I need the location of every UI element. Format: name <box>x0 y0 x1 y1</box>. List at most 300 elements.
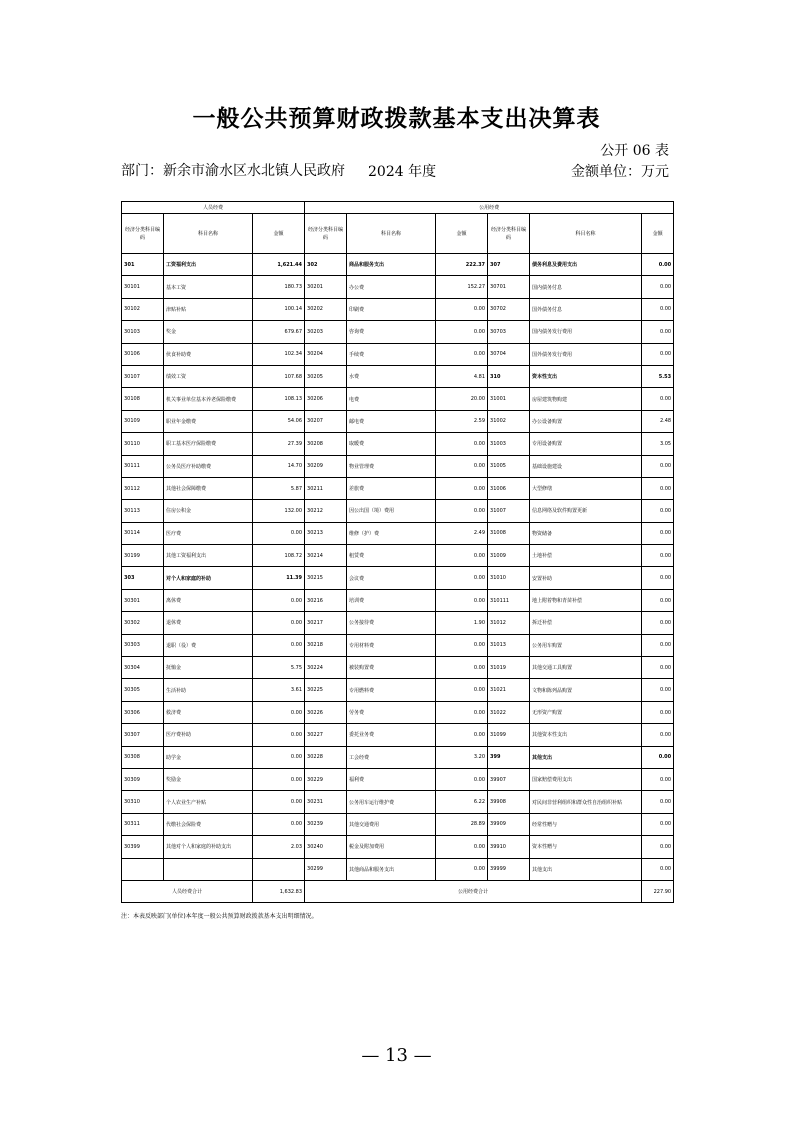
cell-code: 30109 <box>122 410 164 432</box>
cell-name: 办公设备购置 <box>530 410 642 432</box>
table-body <box>122 254 674 881</box>
cell-name: 公务用车运行维护费 <box>347 791 436 813</box>
cell-code: 31005 <box>488 455 530 477</box>
cell-amount: 0.00 <box>642 746 674 768</box>
cell-name: 国内债务付息 <box>530 276 642 298</box>
cell-amount: 0.00 <box>253 813 305 835</box>
cell-amount: 107.68 <box>253 365 305 387</box>
cell-code: 30203 <box>305 321 347 343</box>
cell-name: 其他工资福利支出 <box>164 545 253 567</box>
cell-name: 取暖费 <box>347 433 436 455</box>
amount-unit-label: 金额单位：万元 <box>571 164 669 180</box>
cell-amount: 0.00 <box>642 657 674 679</box>
cell-name: 被装购置费 <box>347 657 436 679</box>
cell-name: 职工基本医疗保险缴费 <box>164 433 253 455</box>
cell-amount: 0.00 <box>642 724 674 746</box>
cell-code: 31007 <box>488 500 530 522</box>
cell-name: 其他交通费用 <box>347 813 436 835</box>
cell-amount: 0.00 <box>253 589 305 611</box>
table-row <box>122 701 674 723</box>
cell-amount: 0.00 <box>436 634 488 656</box>
cell-code: 31006 <box>488 477 530 499</box>
cell-code: 31003 <box>488 433 530 455</box>
cell-name: 土地补偿 <box>530 545 642 567</box>
cell-code: 30306 <box>122 701 164 723</box>
cell-amount: 0.00 <box>436 477 488 499</box>
col-header-amount: 金额 <box>253 214 305 254</box>
cell-name: 奖励金 <box>164 768 253 790</box>
table-row <box>122 477 674 499</box>
cell-name: 劳务费 <box>347 701 436 723</box>
cell-amount: 0.00 <box>253 522 305 544</box>
cell-amount: 0.00 <box>436 657 488 679</box>
col-header-name: 科目名称 <box>347 214 436 254</box>
cell-code: 30307 <box>122 724 164 746</box>
col-header-amount: 金额 <box>642 214 674 254</box>
cell-code: 30212 <box>305 500 347 522</box>
cell-amount: 0.00 <box>436 455 488 477</box>
cell-code: 30227 <box>305 724 347 746</box>
cell-amount: 0.00 <box>436 836 488 858</box>
cell-amount: 1,621.44 <box>253 254 305 276</box>
table-row <box>122 791 674 813</box>
cell-name: 医疗费 <box>164 522 253 544</box>
cell-name: 职业年金缴费 <box>164 410 253 432</box>
cell-code: 301 <box>122 254 164 276</box>
table-row <box>122 858 674 880</box>
cell-name: 安置补助 <box>530 567 642 589</box>
cell-code: 30305 <box>122 679 164 701</box>
table-row <box>122 612 674 634</box>
cell-amount: 0.00 <box>436 343 488 365</box>
cell-code: 30205 <box>305 365 347 387</box>
cell-name: 物资储备 <box>530 522 642 544</box>
cell-code: 30102 <box>122 298 164 320</box>
cell-amount: 0.00 <box>436 858 488 880</box>
cell-name: 专用设备购置 <box>530 433 642 455</box>
cell-amount: 0.00 <box>436 321 488 343</box>
table-row <box>122 276 674 298</box>
cell-amount: 108.72 <box>253 545 305 567</box>
cell-name: 机关事业单位基本养老保险缴费 <box>164 388 253 410</box>
cell-code: 39908 <box>488 791 530 813</box>
cell-amount: 4.81 <box>436 365 488 387</box>
cell-name: 其他支出 <box>530 858 642 880</box>
cell-code: 30240 <box>305 836 347 858</box>
cell-name: 债务利息及费用支出 <box>530 254 642 276</box>
cell-name: 邮电费 <box>347 410 436 432</box>
cell-name: 培训费 <box>347 589 436 611</box>
cell-amount: 14.70 <box>253 455 305 477</box>
cell-code: 31010 <box>488 567 530 589</box>
cell-amount: 0.00 <box>436 679 488 701</box>
cell-amount: 1.90 <box>436 612 488 634</box>
cell-amount: 0.00 <box>253 612 305 634</box>
cell-code: 30310 <box>122 791 164 813</box>
cell-name: 生活补助 <box>164 679 253 701</box>
cell-name: 公务接待费 <box>347 612 436 634</box>
cell-code: 30204 <box>305 343 347 365</box>
cell-name: 专用燃料费 <box>347 679 436 701</box>
cell-name: 信息网络及软件购置更新 <box>530 500 642 522</box>
cell-amount: 0.00 <box>642 813 674 835</box>
cell-code: 30216 <box>305 589 347 611</box>
cell-amount: 0.00 <box>436 701 488 723</box>
cell-name: 专用材料费 <box>347 634 436 656</box>
cell-name: 商品和服务支出 <box>347 254 436 276</box>
cell-amount: 0.00 <box>253 768 305 790</box>
cell-amount: 152.27 <box>436 276 488 298</box>
cell-name: 维修（护）费 <box>347 522 436 544</box>
cell-name: 助学金 <box>164 746 253 768</box>
table-row <box>122 254 674 276</box>
cell-code: 30704 <box>488 343 530 365</box>
cell-name: 工会经费 <box>347 746 436 768</box>
cell-name: 资本性赠与 <box>530 836 642 858</box>
cell-amount: 0.00 <box>642 634 674 656</box>
cell-code: 30209 <box>305 455 347 477</box>
cell-name: 救济费 <box>164 701 253 723</box>
cell-code: 30211 <box>305 477 347 499</box>
col-header-name: 科目名称 <box>530 214 642 254</box>
table-row <box>122 768 674 790</box>
cell-amount: 2.49 <box>436 522 488 544</box>
cell-code: 30304 <box>122 657 164 679</box>
cell-name: 因公出国（境）费用 <box>347 500 436 522</box>
form-number: 公开 06 表 <box>600 143 669 159</box>
cell-code: 30224 <box>305 657 347 679</box>
cell-code: 30113 <box>122 500 164 522</box>
cell-name: 基础设施建设 <box>530 455 642 477</box>
cell-code: 30302 <box>122 612 164 634</box>
cell-code: 302 <box>305 254 347 276</box>
cell-amount: 0.00 <box>253 746 305 768</box>
cell-name: 拆迁补偿 <box>530 612 642 634</box>
cell-code: 30103 <box>122 321 164 343</box>
cell-amount: 0.00 <box>642 836 674 858</box>
cell-code: 30111 <box>122 455 164 477</box>
table-row <box>122 567 674 589</box>
cell-amount: 0.00 <box>642 455 674 477</box>
table-row <box>122 589 674 611</box>
cell-name: 水费 <box>347 365 436 387</box>
cell-amount: 3.61 <box>253 679 305 701</box>
cell-code: 31008 <box>488 522 530 544</box>
cell-code: 30226 <box>305 701 347 723</box>
cell-amount: 679.67 <box>253 321 305 343</box>
col-header-code: 经济分类科目编码 <box>122 214 164 254</box>
cell-name: 离休费 <box>164 589 253 611</box>
cell-name: 经常性赠与 <box>530 813 642 835</box>
cell-amount: 5.87 <box>253 477 305 499</box>
cell-amount: 102.34 <box>253 343 305 365</box>
col-header-amount: 金额 <box>436 214 488 254</box>
total-public-label: 公用经费合计 <box>305 880 642 902</box>
cell-amount: 0.00 <box>642 701 674 723</box>
cell-amount: 100.14 <box>253 298 305 320</box>
cell-code: 31019 <box>488 657 530 679</box>
cell-name: 国外债务付息 <box>530 298 642 320</box>
cell-code: 31022 <box>488 701 530 723</box>
cell-code: 303 <box>122 567 164 589</box>
cell-code: 30201 <box>305 276 347 298</box>
table-row <box>122 724 674 746</box>
cell-code: 30301 <box>122 589 164 611</box>
cell-name: 其他交通工具购置 <box>530 657 642 679</box>
table-row <box>122 343 674 365</box>
cell-code: 30114 <box>122 522 164 544</box>
cell-name: 电费 <box>347 388 436 410</box>
table-row <box>122 634 674 656</box>
cell-amount: 28.89 <box>436 813 488 835</box>
cell-code: 31099 <box>488 724 530 746</box>
group-header-personnel: 人员经费 <box>122 202 305 214</box>
cell-name: 无形资产购置 <box>530 701 642 723</box>
cell-code: 30199 <box>122 545 164 567</box>
cell-code: 39909 <box>488 813 530 835</box>
cell-code: 30229 <box>305 768 347 790</box>
cell-name: 房屋建筑物购建 <box>530 388 642 410</box>
cell-amount: 0.00 <box>642 477 674 499</box>
cell-amount: 0.00 <box>642 589 674 611</box>
cell-code: 31009 <box>488 545 530 567</box>
table-row <box>122 746 674 768</box>
cell-code: 30702 <box>488 298 530 320</box>
cell-code: 31013 <box>488 634 530 656</box>
cell-code: 39910 <box>488 836 530 858</box>
cell-code: 30106 <box>122 343 164 365</box>
cell-amount: 0.00 <box>642 321 674 343</box>
cell-amount: 0.00 <box>642 343 674 365</box>
cell-name: 咨询费 <box>347 321 436 343</box>
year-label: 2024 年度 <box>368 164 437 180</box>
cell-name: 公务员医疗补助缴费 <box>164 455 253 477</box>
cell-amount: 3.05 <box>642 433 674 455</box>
cell-name: 其他资本性支出 <box>530 724 642 746</box>
cell-name: 公务用车购置 <box>530 634 642 656</box>
cell-code: 30701 <box>488 276 530 298</box>
cell-code: 30215 <box>305 567 347 589</box>
cell-amount: 27.39 <box>253 433 305 455</box>
cell-code: 30214 <box>305 545 347 567</box>
table-row <box>122 679 674 701</box>
cell-amount: 0.00 <box>642 545 674 567</box>
cell-code: 39999 <box>488 858 530 880</box>
cell-code: 30231 <box>305 791 347 813</box>
cell-code: 30308 <box>122 746 164 768</box>
cell-name: 地上附着物和青苗补偿 <box>530 589 642 611</box>
cell-name: 大型修缮 <box>530 477 642 499</box>
total-public-amount: 227.90 <box>642 880 674 902</box>
page-title: 一般公共预算财政拨款基本支出决算表 <box>192 106 601 132</box>
cell-code: 30703 <box>488 321 530 343</box>
cell-amount: 3.20 <box>436 746 488 768</box>
total-personnel-amount: 1,632.83 <box>253 880 305 902</box>
cell-amount: 0.00 <box>642 612 674 634</box>
cell-name: 其他对个人和家庭的补助支出 <box>164 836 253 858</box>
table-row <box>122 455 674 477</box>
cell-name: 其他支出 <box>530 746 642 768</box>
cell-code: 30112 <box>122 477 164 499</box>
cell-amount: 0.00 <box>642 567 674 589</box>
cell-code: 30218 <box>305 634 347 656</box>
cell-amount: 54.06 <box>253 410 305 432</box>
cell-code: 30110 <box>122 433 164 455</box>
cell-code: 307 <box>488 254 530 276</box>
cell-name: 文物和陈列品购置 <box>530 679 642 701</box>
cell-amount: 2.03 <box>253 836 305 858</box>
page-number: — 13 — <box>361 1045 432 1066</box>
cell-name: 国外债务发行费用 <box>530 343 642 365</box>
cell-name: 伙食补助费 <box>164 343 253 365</box>
cell-amount: 0.00 <box>253 701 305 723</box>
table-row <box>122 657 674 679</box>
cell-amount: 20.00 <box>436 388 488 410</box>
cell-amount: 0.00 <box>642 522 674 544</box>
cell-code <box>122 858 164 880</box>
cell-name: 物业管理费 <box>347 455 436 477</box>
cell-amount: 0.00 <box>253 724 305 746</box>
cell-name: 抚恤金 <box>164 657 253 679</box>
group-header-public: 公用经费 <box>305 202 674 214</box>
cell-amount: 0.00 <box>436 433 488 455</box>
table-row <box>122 298 674 320</box>
cell-amount: 0.00 <box>642 254 674 276</box>
cell-name: 退职（役）费 <box>164 634 253 656</box>
cell-amount: 0.00 <box>436 500 488 522</box>
cell-amount: 0.00 <box>436 724 488 746</box>
cell-name: 住房公积金 <box>164 500 253 522</box>
cell-name: 手续费 <box>347 343 436 365</box>
table-row <box>122 813 674 835</box>
cell-amount: 0.00 <box>253 791 305 813</box>
cell-code: 30299 <box>305 858 347 880</box>
cell-code: 310111 <box>488 589 530 611</box>
cell-name: 绩效工资 <box>164 365 253 387</box>
col-header-code: 经济分类科目编码 <box>488 214 530 254</box>
cell-name: 税金及附加费用 <box>347 836 436 858</box>
cell-code: 30107 <box>122 365 164 387</box>
cell-code: 39907 <box>488 768 530 790</box>
cell-amount: 222.37 <box>436 254 488 276</box>
cell-name: 资本性支出 <box>530 365 642 387</box>
cell-name: 差旅费 <box>347 477 436 499</box>
table-row <box>122 545 674 567</box>
cell-code: 31021 <box>488 679 530 701</box>
table-row <box>122 500 674 522</box>
cell-name: 基本工资 <box>164 276 253 298</box>
cell-code: 30225 <box>305 679 347 701</box>
cell-amount: 0.00 <box>642 276 674 298</box>
cell-name: 对个人和家庭的补助 <box>164 567 253 589</box>
cell-amount: 2.59 <box>436 410 488 432</box>
cell-name: 其他商品和服务支出 <box>347 858 436 880</box>
table-row <box>122 410 674 432</box>
cell-amount: 0.00 <box>436 298 488 320</box>
cell-code: 31001 <box>488 388 530 410</box>
cell-amount: 2.48 <box>642 410 674 432</box>
table-note: 注：本表反映部门(单位)本年度一般公共预算财政拨款基本支出明细情况。 <box>121 913 318 920</box>
cell-code: 399 <box>488 746 530 768</box>
cell-amount: 108.13 <box>253 388 305 410</box>
cell-code: 30206 <box>305 388 347 410</box>
col-header-name: 科目名称 <box>164 214 253 254</box>
cell-code: 30108 <box>122 388 164 410</box>
cell-name: 其他社会保障缴费 <box>164 477 253 499</box>
cell-name: 印刷费 <box>347 298 436 320</box>
cell-name: 对民间非营利组织和群众性自治组织补贴 <box>530 791 642 813</box>
cell-code: 30213 <box>305 522 347 544</box>
cell-amount: 0.00 <box>642 858 674 880</box>
cell-code: 30303 <box>122 634 164 656</box>
cell-amount: 180.73 <box>253 276 305 298</box>
cell-amount: 0.00 <box>436 589 488 611</box>
cell-code: 30208 <box>305 433 347 455</box>
table-row <box>122 388 674 410</box>
total-personnel-label: 人员经费合计 <box>122 880 253 902</box>
table-row <box>122 836 674 858</box>
cell-amount: 132.00 <box>253 500 305 522</box>
cell-amount: 0.00 <box>253 634 305 656</box>
cell-amount: 5.75 <box>253 657 305 679</box>
col-header-code: 经济分类科目编码 <box>305 214 347 254</box>
cell-amount: 0.00 <box>642 768 674 790</box>
cell-amount: 0.00 <box>436 768 488 790</box>
cell-amount: 6.22 <box>436 791 488 813</box>
cell-name: 代缴社会保险费 <box>164 813 253 835</box>
cell-amount: 0.00 <box>642 388 674 410</box>
cell-name: 国家赔偿费用支出 <box>530 768 642 790</box>
table-row <box>122 433 674 455</box>
cell-code: 31012 <box>488 612 530 634</box>
table-row <box>122 522 674 544</box>
department-label: 部门：新余市渝水区水北镇人民政府 <box>121 163 345 179</box>
cell-name: 工资福利支出 <box>164 254 253 276</box>
cell-name: 个人农业生产补贴 <box>164 791 253 813</box>
cell-code: 30399 <box>122 836 164 858</box>
cell-amount: 0.00 <box>642 791 674 813</box>
cell-code: 30311 <box>122 813 164 835</box>
cell-amount: 0.00 <box>642 679 674 701</box>
cell-name <box>164 858 253 880</box>
cell-name: 办公费 <box>347 276 436 298</box>
cell-code: 31002 <box>488 410 530 432</box>
cell-name: 奖金 <box>164 321 253 343</box>
cell-code: 30309 <box>122 768 164 790</box>
cell-name: 退休费 <box>164 612 253 634</box>
cell-code: 30207 <box>305 410 347 432</box>
cell-name: 医疗费补助 <box>164 724 253 746</box>
cell-code: 30217 <box>305 612 347 634</box>
table-row <box>122 321 674 343</box>
cell-amount: 11.39 <box>253 567 305 589</box>
cell-amount: 0.00 <box>436 545 488 567</box>
cell-code: 30239 <box>305 813 347 835</box>
cell-code: 310 <box>488 365 530 387</box>
cell-name: 租赁费 <box>347 545 436 567</box>
cell-amount <box>253 858 305 880</box>
table-row <box>122 365 674 387</box>
cell-code: 30228 <box>305 746 347 768</box>
expenditure-table <box>121 201 674 903</box>
cell-code: 30202 <box>305 298 347 320</box>
cell-name: 福利费 <box>347 768 436 790</box>
cell-code: 30101 <box>122 276 164 298</box>
cell-name: 津贴补贴 <box>164 298 253 320</box>
cell-amount: 0.00 <box>642 298 674 320</box>
cell-name: 国内债务发行费用 <box>530 321 642 343</box>
cell-amount: 5.53 <box>642 365 674 387</box>
